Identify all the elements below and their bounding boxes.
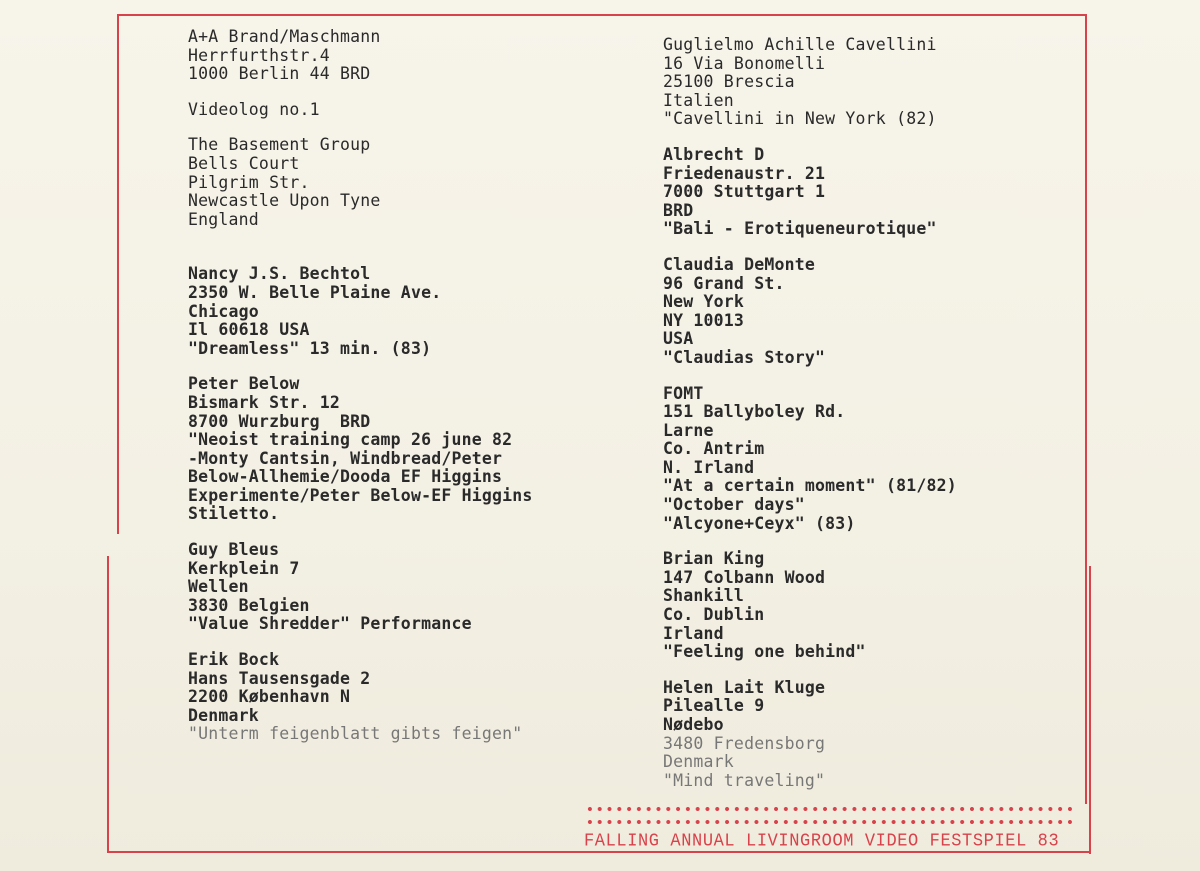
- address-entry: [188, 375, 608, 524]
- address-line: Claudia DeMonte: [663, 254, 816, 274]
- dotted-divider-bottom: [585, 819, 1077, 825]
- address-line: Videolog no.1: [188, 99, 320, 119]
- address-line: 7000 Stuttgart 1: [663, 182, 826, 202]
- address-line: Denmark: [188, 705, 259, 725]
- address-line: "Claudias Story": [663, 347, 826, 367]
- address-entry: [188, 28, 608, 84]
- right-address-column: [663, 36, 1083, 807]
- address-line: Pilealle 9: [663, 696, 765, 716]
- address-line: Irland: [663, 623, 724, 643]
- address-line: "Neoist training camp 26 june 82: [188, 430, 513, 450]
- address-line: BRD: [663, 200, 694, 220]
- address-entry: [663, 385, 1083, 534]
- address-line: Guy Bleus: [188, 540, 280, 560]
- address-line: Experimente/Peter Below-EF Higgins: [188, 485, 533, 505]
- address-line: Co. Antrim: [663, 439, 765, 459]
- frame-left-border-lower: [107, 556, 109, 852]
- address-line: "Dreamless" 13 min. (83): [188, 338, 432, 358]
- address-line: 96 Grand St.: [663, 273, 785, 293]
- address-line: Helen Lait Kluge: [663, 677, 826, 697]
- address-line: "Alcyone+Ceyx" (83): [663, 513, 856, 533]
- address-line: "At a certain moment" (81/82): [663, 476, 957, 496]
- address-entry: [663, 550, 1083, 662]
- frame-right-border: [1085, 14, 1087, 804]
- address-line: Hans Tausensgade 2: [188, 668, 371, 688]
- address-line: Nancy J.S. Bechtol: [188, 264, 371, 284]
- address-line: "Unterm feigenblatt gibts feigen": [188, 724, 523, 744]
- frame-left-border-upper: [117, 14, 119, 534]
- address-entry: [188, 265, 608, 358]
- address-line: Bismark Str. 12: [188, 392, 341, 412]
- address-line: "Mind traveling": [663, 770, 826, 790]
- address-line: 8700 Wurzburg BRD: [188, 411, 371, 431]
- address-line: Friedenaustr. 21: [663, 163, 826, 183]
- address-line: Peter Below: [188, 374, 300, 394]
- address-line: "October days": [663, 495, 805, 515]
- address-line: "Feeling one behind": [663, 642, 866, 662]
- address-entry: [188, 541, 608, 634]
- address-line: 3480 Fredensborg: [663, 733, 826, 753]
- address-entry: [188, 101, 608, 120]
- frame-top-border: [117, 14, 1087, 16]
- address-line: Italien: [663, 90, 734, 110]
- left-address-column: [188, 28, 608, 761]
- address-line: England: [188, 209, 259, 229]
- address-line: Il 60618 USA: [188, 320, 310, 340]
- address-entry: [188, 136, 608, 229]
- address-line: Chicago: [188, 301, 259, 321]
- address-line: 151 Ballyboley Rd.: [663, 402, 846, 422]
- address-line: 147 Colbann Wood: [663, 567, 826, 587]
- address-line: Stiletto.: [188, 504, 280, 524]
- address-line: USA: [663, 329, 694, 349]
- address-line: "Value Shredder" Performance: [188, 614, 472, 634]
- address-line: A+A Brand/Maschmann: [188, 27, 381, 46]
- address-entry: [663, 256, 1083, 368]
- address-line: Bells Court: [188, 153, 300, 173]
- frame-right-border-lower: [1089, 566, 1091, 854]
- address-entry: [188, 651, 608, 744]
- address-line: Newcastle Upon Tyne: [188, 191, 381, 211]
- address-line: "Cavellini in New York (82): [663, 109, 937, 129]
- address-line: 16 Via Bonomelli: [663, 53, 826, 73]
- address-line: "Bali - Erotiqueneurotique": [663, 219, 937, 239]
- address-line: New York: [663, 292, 745, 312]
- address-line: Nødebo: [663, 715, 724, 734]
- address-line: Guglielmo Achille Cavellini: [663, 35, 937, 54]
- address-line: Kerkplein 7: [188, 558, 300, 578]
- address-line: Brian King: [663, 549, 765, 569]
- address-line: N. Irland: [663, 457, 755, 477]
- address-entry: [663, 146, 1083, 239]
- address-line: 25100 Brescia: [663, 72, 795, 92]
- address-line: Wellen: [188, 577, 249, 597]
- address-entry: [663, 679, 1083, 791]
- dotted-divider-top: [585, 806, 1077, 812]
- address-line: The Basement Group: [188, 135, 371, 155]
- address-line: NY 10013: [663, 310, 745, 330]
- address-line: 1000 Berlin 44 BRD: [188, 64, 371, 84]
- address-line: Pilgrim Str.: [188, 172, 310, 192]
- address-line: Erik Bock: [188, 650, 280, 670]
- address-line: Albrecht D: [663, 144, 765, 164]
- address-line: 2200 København N: [188, 687, 351, 707]
- festival-banner: FALLING ANNUAL LIVINGROOM VIDEO FESTSPIEL 83: [584, 831, 1060, 852]
- address-line: Larne: [663, 420, 714, 440]
- address-line: 3830 Belgien: [188, 595, 310, 615]
- address-entry: [663, 36, 1083, 129]
- address-line: Shankill: [663, 586, 745, 606]
- address-line: Co. Dublin: [663, 605, 765, 625]
- address-line: Herrfurthstr.4: [188, 45, 330, 65]
- address-line: Denmark: [663, 752, 734, 772]
- address-line: FOMT: [663, 383, 704, 403]
- address-line: Below-Allhemie/Dooda EF Higgins: [188, 467, 503, 487]
- address-line: 2350 W. Belle Plaine Ave.: [188, 282, 442, 302]
- address-line: -Monty Cantsin, Windbread/Peter: [188, 448, 503, 468]
